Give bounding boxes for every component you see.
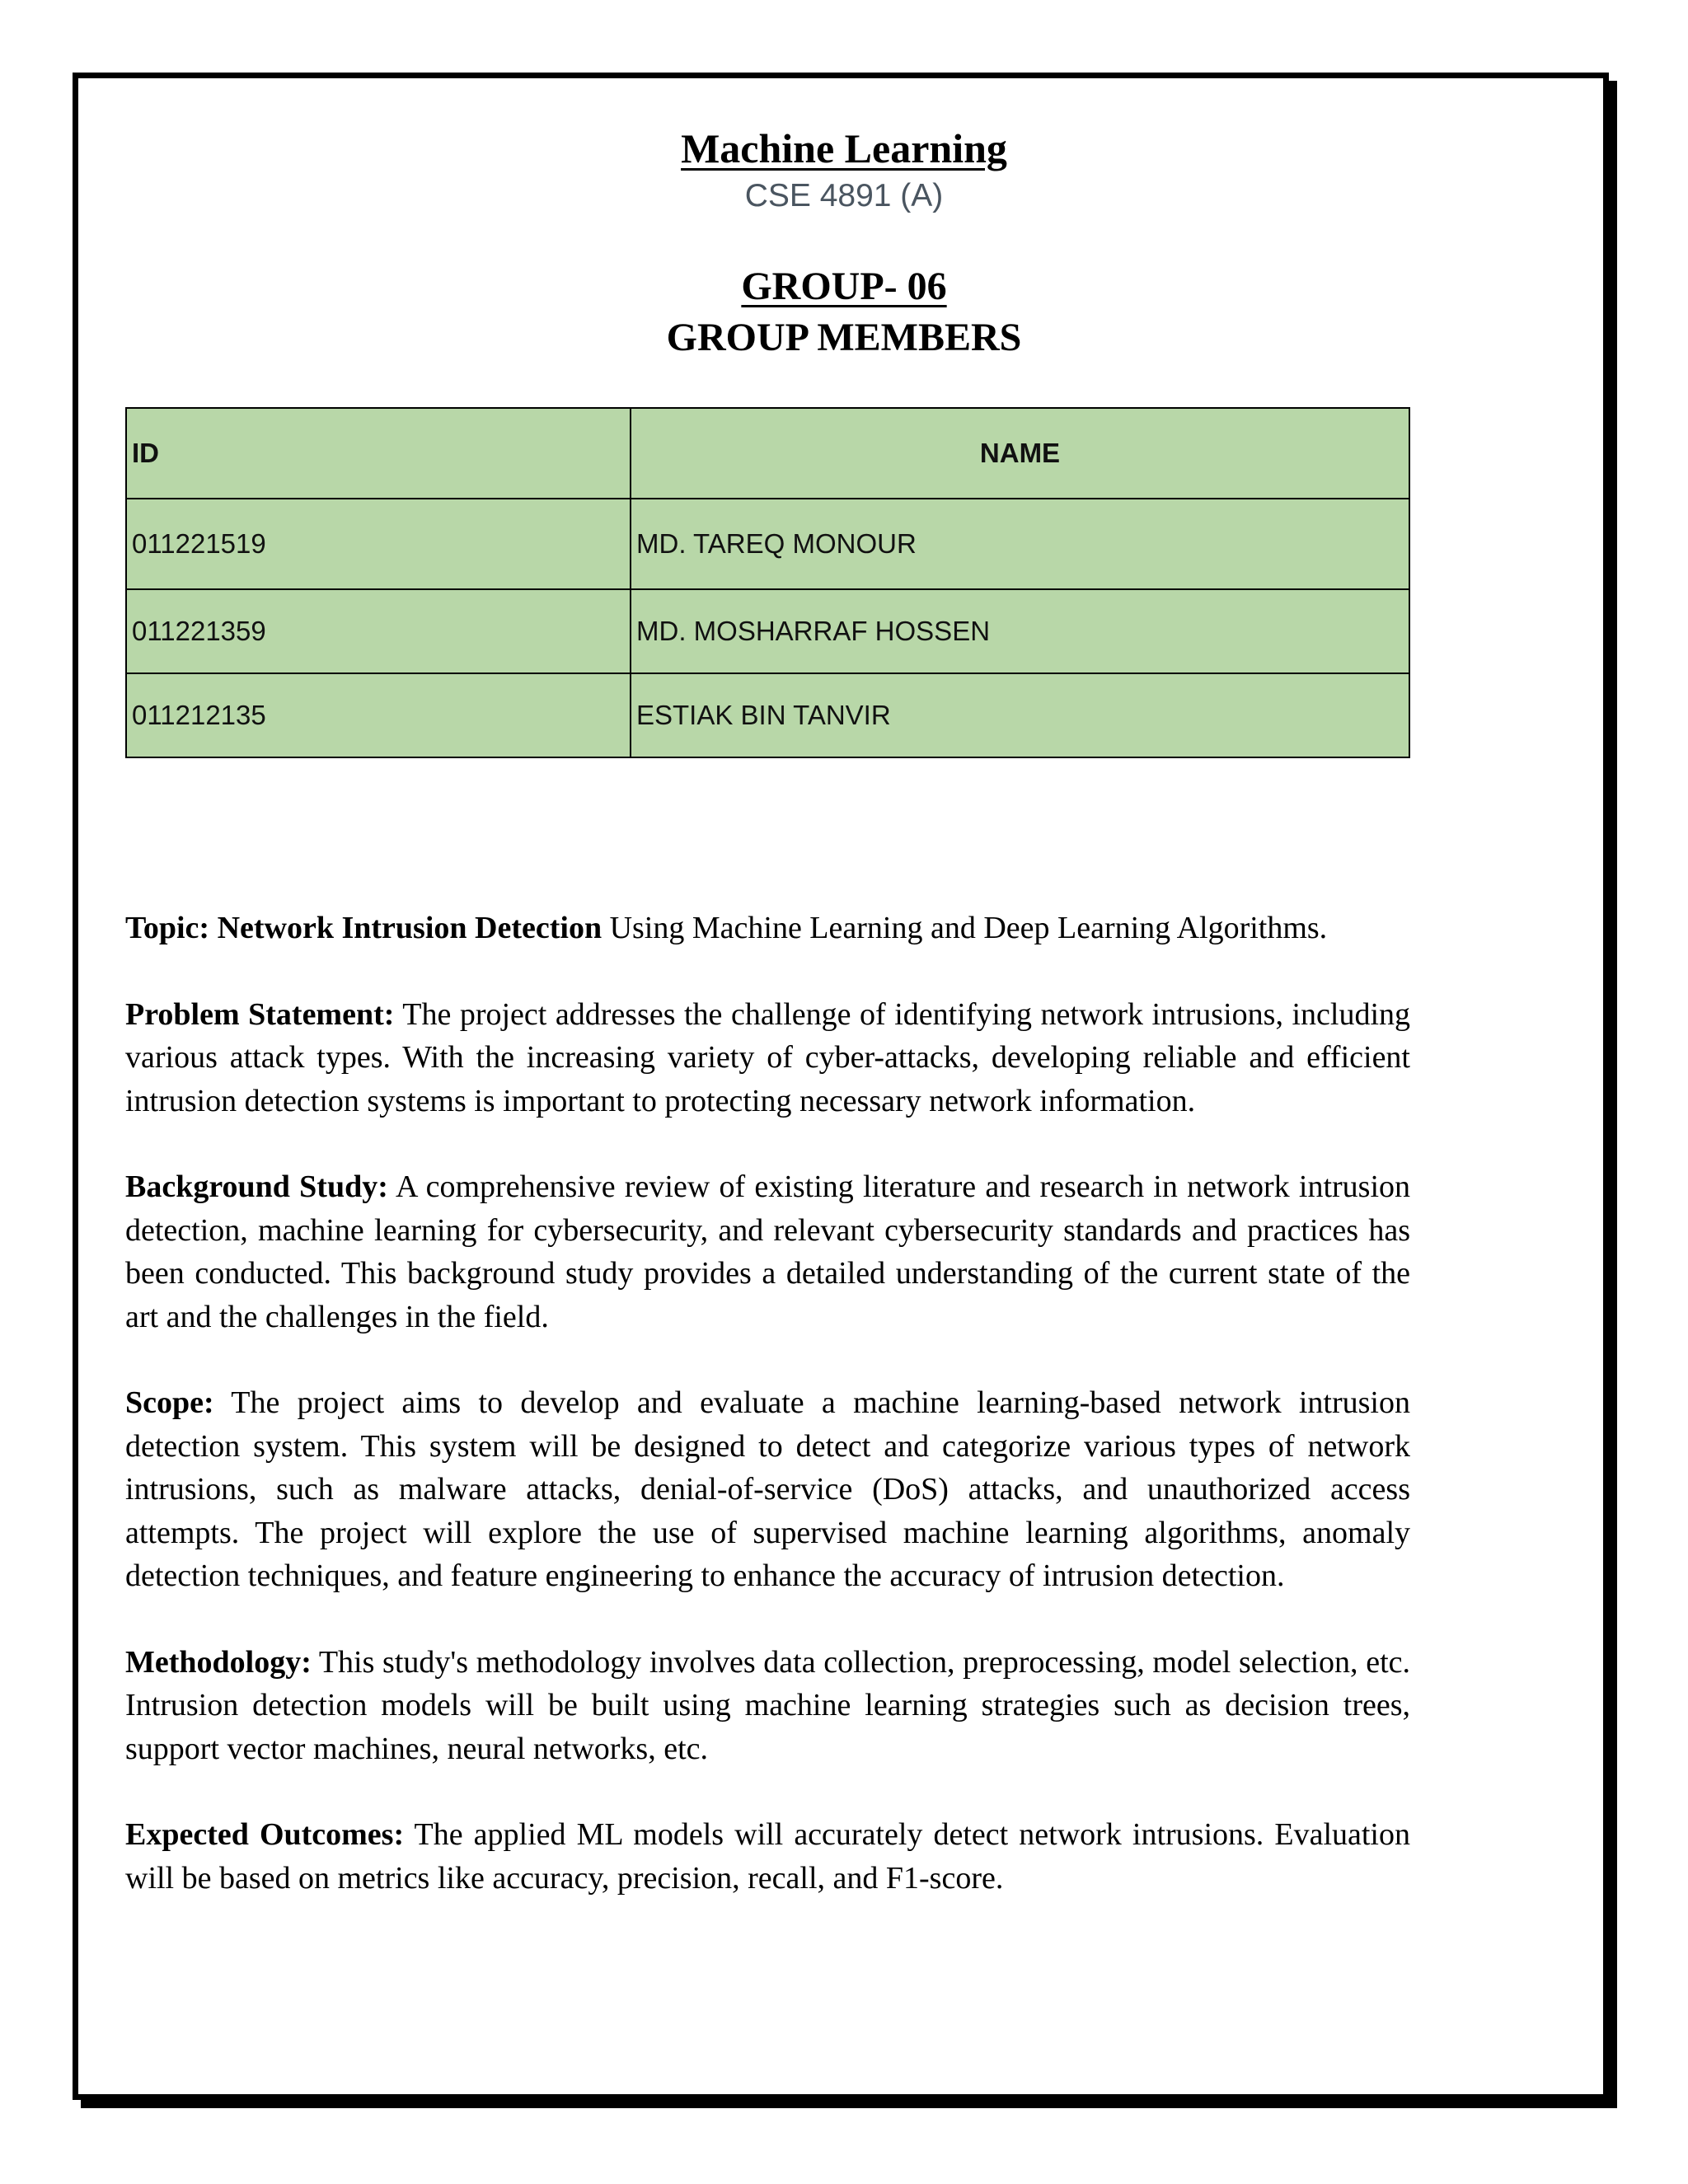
group-members-heading: GROUP MEMBERS <box>666 316 1022 359</box>
scope-paragraph <box>125 1381 1410 1598</box>
problem-statement-text: The project addresses the challenge of identifying network intrusions, including various attack types. With the increasing variety of cyber-attacks, developing reliable and efficient intrusion detection systems is important to protecting necessary network information. <box>125 996 1411 1118</box>
id-column-header: ID <box>126 408 631 499</box>
topic-text: Using Machine Learning and Deep Learning Algorithms. <box>602 911 1328 945</box>
group-members-table <box>125 407 1410 758</box>
course-title: Machine Learning <box>681 125 1007 171</box>
course-code: CSE 4891 (A) <box>744 178 944 213</box>
problem-statement-paragraph <box>125 993 1410 1123</box>
expected-outcomes-paragraph <box>125 1813 1410 1900</box>
scope-text: The project aims to develop and evaluate a machine learning-based network intrusion detection system. This system will be designed to detect and categorize various types of network intrusions, such as malware attacks, denial-of-service (DoS) attacks, and unauthorized access attempts. The project will explore the use of supervised machine learning algorithms, anomaly detection techniques, and feature engineering to enhance the accuracy of intrusion detection. <box>125 1385 1410 1593</box>
table-row <box>126 673 1409 757</box>
methodology-paragraph <box>125 1641 1410 1771</box>
problem-statement-label: Problem Statement: <box>125 996 395 1032</box>
background-study-label: Background Study: <box>125 1169 388 1204</box>
topic-paragraph <box>125 907 1410 950</box>
background-study-paragraph <box>125 1165 1410 1338</box>
member-name: MD. TAREQ MONOUR <box>631 499 1409 589</box>
member-name: MD. MOSHARRAF HOSSEN <box>631 589 1409 673</box>
group-number: GROUP- 06 <box>741 265 947 308</box>
table-row <box>126 589 1409 673</box>
topic-label: Topic: Network Intrusion Detection <box>125 911 603 945</box>
background-study-text: A comprehensive review of existing literature and research in network intrusion detection, machine learning for cybersecurity, and relevant cybersecurity standards and practices has been conducted. This background study provides a detailed understanding of the current state of the art and the challenges in the field. <box>125 1169 1410 1334</box>
member-id: 011221519 <box>126 499 631 589</box>
methodology-text: This study's methodology involves data collection, preprocessing, model selection, etc. Intrusion detection models will be built using machine learning strategies such as decision trees, support vector machines, neural networks, etc. <box>125 1644 1410 1766</box>
proposal-body <box>125 907 1410 1943</box>
methodology-label: Methodology: <box>125 1644 312 1680</box>
scope-label: Scope: <box>125 1385 214 1420</box>
expected-outcomes-text: The applied ML models will accurately detect network intrusions. Evaluation will be based on metrics like accuracy, precision, recall, and F1-score. <box>125 1817 1410 1896</box>
table-row <box>126 499 1409 589</box>
table-header-row <box>126 408 1409 499</box>
member-id: 011221359 <box>126 589 631 673</box>
member-id: 011212135 <box>126 673 631 757</box>
expected-outcomes-label: Expected Outcomes: <box>125 1817 405 1852</box>
name-column-header: NAME <box>631 408 1409 499</box>
member-name: ESTIAK BIN TANVIR <box>631 673 1409 757</box>
